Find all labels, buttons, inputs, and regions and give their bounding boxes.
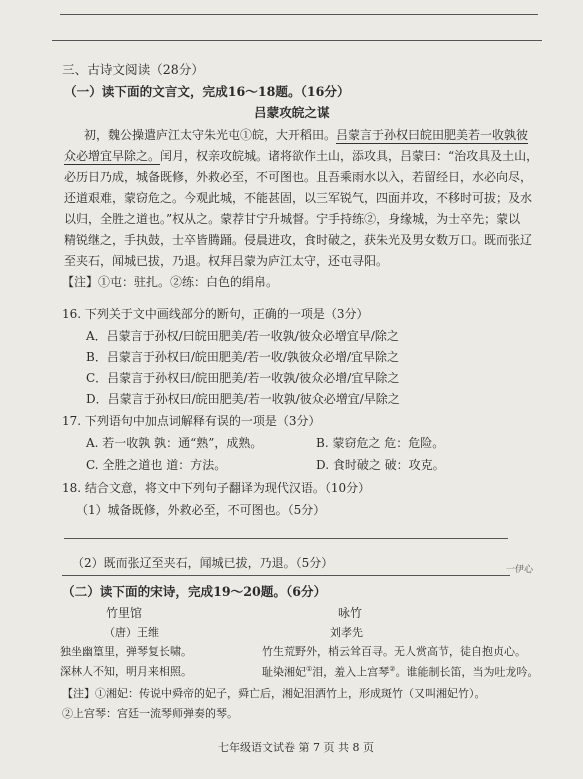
q16-stem: 16. 下列关于文中画线部分的断句，正确的一项是（3分）	[62, 307, 369, 321]
q18-sentence-2: （2）既而张辽至夹石，闻城已拔，乃退。（5分）	[72, 556, 334, 570]
essay-title: 吕蒙攻皖之谋	[254, 105, 330, 120]
underlined-sentence-end: 众必增宜早除之。	[64, 149, 161, 163]
passage-text: 初，魏公操遣庐江太守朱光屯①皖，大开稻田。	[84, 128, 337, 142]
poem-note-2: ②上宫琴：宫廷一流琴师弹奏的琴。	[62, 707, 238, 720]
poem2-title: 咏竹	[338, 606, 363, 620]
passage-note: 【注】①屯：驻扎。②练：白色的绢帛。	[62, 275, 279, 289]
poem2-text: 耻染湘妃	[262, 665, 306, 679]
footnote-mark: ②	[389, 665, 396, 673]
q16-option-d: D．吕蒙言于孙权曰/皖田肥美/若一收孰/彼众必增宜/早除之	[86, 392, 400, 406]
q17-option-b: B. 蒙窃危之 危：危险。	[316, 436, 445, 450]
poem1-line-2: 深林人不知，明月来相照。	[60, 665, 192, 678]
q17-option-a: A. 若一收孰 孰：通“熟”，成熟。	[86, 436, 263, 450]
passage-line-3: 必历日乃成，城备既修，外救必至，不可图也。且吾乘雨水以入，若留经日，水必向尽，	[64, 170, 533, 184]
passage-text: 闰月，权亲攻皖城。诸将欲作土山，添攻具，吕蒙曰：“治攻具及土山，	[160, 149, 539, 163]
passage-line-4: 还道艰难，蒙窃危之。今观此城，不能甚固，以三军锐气，四面并攻，不移时可拔；及水	[64, 191, 533, 205]
footnote-mark: ①	[306, 665, 313, 673]
q17-option-d: D. 食时破之 破：攻克。	[316, 458, 445, 472]
section-heading: 三、古诗文阅读（28分）	[62, 62, 204, 77]
passage-line-7: 至夹石，闻城已拔，乃退。权拜吕蒙为庐江太守，还屯寻阳。	[64, 254, 389, 268]
q18-sentence-1: （1）城备既修，外救必至，不可图也。（5分）	[76, 503, 326, 517]
poem1-line-1: 独坐幽篁里，弹琴复长啸。	[60, 645, 192, 658]
part1-title: （一）读下面的文言文，完成16～18题。（16分）	[64, 84, 350, 99]
poem1-author: （唐）王维	[104, 626, 159, 639]
top-rule	[60, 14, 538, 15]
poem-note-1: 【注】①湘妃：传说中舜帝的妃子，舜亡后，湘妃泪洒竹上，形成斑竹（又叫湘妃竹）。	[62, 687, 486, 700]
q16-option-c: C．吕蒙言于孙权曰/皖田肥美/若一收孰/彼众必增/宜早除之	[86, 371, 400, 385]
underlined-sentence: 吕蒙言于孙权曰皖田肥美若一收孰彼	[336, 128, 529, 142]
poem1-title: 竹里馆	[106, 606, 143, 620]
poem2-line-1: 竹生荒野外，梢云耸百寻。无人赏高节，徒自抱贞心。	[262, 645, 526, 658]
passage-line-2	[64, 150, 538, 162]
q17-option-c: C. 全胜之道也 道：方法。	[86, 458, 227, 472]
passage-line-5: 以归，全胜之道也。”权从之。蒙荐甘宁升城督。宁手持练②，身缘城，为士卒先；蒙以	[64, 212, 521, 226]
passage-line-1	[84, 129, 528, 141]
q16-option-b: B．吕蒙言于孙权曰/皖田肥美/若一收/孰彼众必增/宜早除之	[86, 350, 399, 364]
top-rule-2	[52, 40, 542, 41]
poem2-line-2	[262, 666, 539, 678]
part2-title: （二）读下面的宋诗，完成19～20题。（6分）	[62, 584, 327, 599]
q17-stem: 17. 下列语句中加点词解释有误的一项是（3分）	[62, 414, 321, 428]
answer-line-2[interactable]	[62, 575, 510, 576]
q16-option-a: A．吕蒙言于孙权/曰皖田肥美/若一收孰/彼众必增宜早/除之	[86, 329, 399, 343]
page-footer: 七年级语文试卷 第 7 页 共 8 页	[218, 741, 374, 754]
passage-line-6: 精锐继之，手执鼓，士卒皆腾踊。侵晨进攻，食时破之，获朱光及男女数万口。既而张辽	[64, 233, 533, 247]
answer-line-1[interactable]	[64, 538, 508, 539]
handwritten-mark: 一伊心	[506, 565, 534, 575]
poem2-text: 。谁能制长笛，当为吐龙吟。	[395, 665, 539, 679]
poem2-text: 泪，羞入上宫琴	[312, 665, 390, 679]
q18-stem: 18. 结合文意，将文中下列句子翻译为现代汉语。（10分）	[62, 481, 371, 495]
poem2-author: 刘孝先	[330, 626, 363, 639]
